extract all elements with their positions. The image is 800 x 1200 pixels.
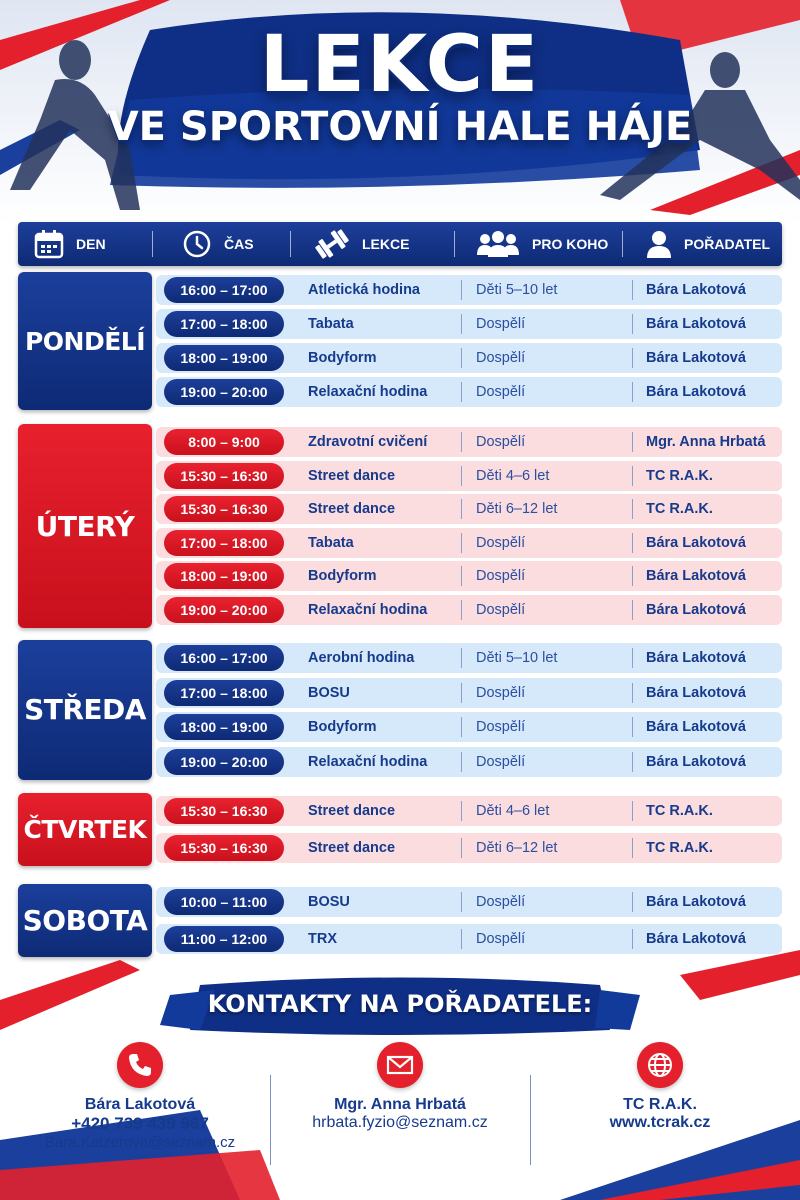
audience: Dospělí <box>476 316 526 332</box>
lesson-name: TRX <box>308 930 337 947</box>
table-row <box>156 309 782 339</box>
lesson-name: BOSU <box>308 894 350 910</box>
day-block <box>18 884 782 957</box>
table-header <box>18 222 782 266</box>
audience: Děti 6–12 let <box>476 839 558 856</box>
organizer: Bára Lakotová <box>646 350 746 366</box>
audience: Děti 5–10 let <box>476 650 558 666</box>
lesson-name: Relaxační hodina <box>308 753 428 770</box>
organizer: Bára Lakotová <box>646 930 746 947</box>
page-title: LEKCE <box>259 20 541 110</box>
organizer: Bára Lakotová <box>646 282 746 298</box>
time-pill: 19:00 – 20:00 <box>164 379 284 405</box>
day-label: STŘEDA <box>18 640 152 780</box>
audience: Dospělí <box>476 602 526 618</box>
audience: Dospělí <box>476 384 526 400</box>
table-row <box>156 887 782 917</box>
audience: Dospělí <box>476 434 526 450</box>
time-pill: 17:00 – 18:00 <box>164 530 284 556</box>
organizer: Bára Lakotová <box>646 534 746 551</box>
time-pill: 18:00 – 19:00 <box>164 714 284 740</box>
lesson-name: Tabata <box>308 534 354 551</box>
organizer: Bára Lakotová <box>646 684 746 701</box>
phone-icon <box>117 1042 163 1088</box>
contact-email[interactable]: Bara.Katzerova@seznam.cz <box>44 1134 236 1151</box>
header-den-label: DEN <box>76 236 106 252</box>
lesson-name: Street dance <box>308 467 396 484</box>
lesson-name: Relaxační hodina <box>308 602 428 618</box>
audience: Dospělí <box>476 753 526 770</box>
audience: Dospělí <box>476 534 526 551</box>
page-subtitle: VE SPORTOVNÍ HALE HÁJE <box>107 104 693 150</box>
time-pill: 11:00 – 12:00 <box>164 926 284 952</box>
time-pill: 19:00 – 20:00 <box>164 597 284 623</box>
table-row <box>156 712 782 742</box>
calendar-icon <box>34 229 64 259</box>
table-row <box>156 427 782 457</box>
header-lekce-label: LEKCE <box>362 236 410 252</box>
lesson-name: Bodyform <box>308 719 377 736</box>
contact-tcrak <box>530 1042 790 1132</box>
time-pill: 8:00 – 9:00 <box>164 429 284 455</box>
day-block <box>18 424 782 628</box>
time-pill: 18:00 – 19:00 <box>164 345 284 371</box>
contact-email[interactable]: hrbata.fyzio@seznam.cz <box>312 1114 488 1131</box>
lesson-name: Atletická hodina <box>308 282 420 298</box>
organizer: Bára Lakotová <box>646 719 746 736</box>
organizer: Mgr. Anna Hrbatá <box>646 434 766 450</box>
header-poradatel <box>646 222 770 266</box>
audience: Dospělí <box>476 894 526 910</box>
time-pill: 15:30 – 16:30 <box>164 798 284 824</box>
contact-name: TC R.A.K. <box>623 1096 697 1113</box>
header-cas <box>182 222 254 266</box>
audience: Děti 5–10 let <box>476 282 558 298</box>
organizer: TC R.A.K. <box>646 839 713 856</box>
contact-anna <box>270 1042 530 1132</box>
organizer: TC R.A.K. <box>646 803 713 819</box>
day-block <box>18 793 782 866</box>
clock-icon <box>182 229 212 259</box>
time-pill: 15:30 – 16:30 <box>164 835 284 861</box>
table-row <box>156 833 782 863</box>
table-row <box>156 796 782 826</box>
header-cas-label: ČAS <box>224 236 254 252</box>
lesson-name: Zdravotní cvičení <box>308 434 428 450</box>
table-row <box>156 643 782 673</box>
table-row <box>156 377 782 407</box>
day-label: ÚTERÝ <box>18 424 152 628</box>
lesson-name: Street dance <box>308 501 396 518</box>
time-pill: 18:00 – 19:00 <box>164 563 284 589</box>
audience: Dospělí <box>476 719 526 736</box>
audience: Děti 6–12 let <box>476 501 558 518</box>
time-pill: 16:00 – 17:00 <box>164 277 284 303</box>
contact-website[interactable]: www.tcrak.cz <box>609 1114 711 1131</box>
organizer: Bára Lakotová <box>646 894 746 910</box>
header-poradatel-label: POŘADATEL <box>684 236 771 252</box>
contact-name: Bára Lakotová <box>84 1096 196 1113</box>
time-pill: 10:00 – 11:00 <box>164 889 284 915</box>
day-label: PONDĚLÍ <box>18 272 152 410</box>
table-row <box>156 275 782 305</box>
time-pill: 17:00 – 18:00 <box>164 680 284 706</box>
time-pill: 19:00 – 20:00 <box>164 749 284 775</box>
table-row <box>156 747 782 777</box>
globe-icon <box>637 1042 683 1088</box>
lesson-name: Bodyform <box>308 568 377 585</box>
header-den <box>34 222 106 266</box>
table-row <box>156 561 782 591</box>
organizer: Bára Lakotová <box>646 602 746 618</box>
table-row <box>156 343 782 373</box>
dumbbell-icon <box>314 229 350 259</box>
audience: Dospělí <box>476 930 526 947</box>
header-lekce <box>314 222 409 266</box>
time-pill: 15:30 – 16:30 <box>164 496 284 522</box>
audience: Dospělí <box>476 350 526 366</box>
time-pill: 17:00 – 18:00 <box>164 311 284 337</box>
day-block <box>18 272 782 410</box>
table-row <box>156 595 782 625</box>
lesson-name: Relaxační hodina <box>308 384 428 400</box>
envelope-icon <box>377 1042 423 1088</box>
contact-phone[interactable]: +420 739 439 967 <box>71 1114 209 1133</box>
header-pro-koho <box>476 222 608 266</box>
lesson-name: Street dance <box>308 839 396 856</box>
organizer: Bára Lakotová <box>646 568 746 585</box>
table-row <box>156 528 782 558</box>
table-row <box>156 494 782 524</box>
time-pill: 15:30 – 16:30 <box>164 463 284 489</box>
organizer: TC R.A.K. <box>646 501 713 518</box>
table-row <box>156 678 782 708</box>
contacts-title: KONTAKTY NA POŘADATELE: <box>207 990 593 1018</box>
day-label: SOBOTA <box>18 884 152 957</box>
lesson-name: Aerobní hodina <box>308 650 415 666</box>
audience: Děti 4–6 let <box>476 803 550 819</box>
audience: Dospělí <box>476 568 526 585</box>
lesson-name: Tabata <box>308 316 354 332</box>
group-icon <box>476 229 520 259</box>
header-pro-koho-label: PRO KOHO <box>532 236 609 252</box>
organizer: TC R.A.K. <box>646 467 713 484</box>
audience: Děti 4–6 let <box>476 467 550 484</box>
audience: Dospělí <box>476 684 526 701</box>
lesson-name: Street dance <box>308 803 396 819</box>
contact-name: Mgr. Anna Hrbatá <box>334 1096 466 1113</box>
organizer: Bára Lakotová <box>646 384 746 400</box>
contact-bara <box>10 1042 270 1151</box>
time-pill: 16:00 – 17:00 <box>164 645 284 671</box>
organizer: Bára Lakotová <box>646 316 746 332</box>
lesson-name: BOSU <box>308 684 350 701</box>
day-block <box>18 640 782 780</box>
lesson-name: Bodyform <box>308 350 377 366</box>
day-label: ČTVRTEK <box>18 793 152 866</box>
table-row <box>156 924 782 954</box>
person-icon <box>646 229 672 259</box>
organizer: Bára Lakotová <box>646 753 746 770</box>
organizer: Bára Lakotová <box>646 650 746 666</box>
table-row <box>156 461 782 491</box>
